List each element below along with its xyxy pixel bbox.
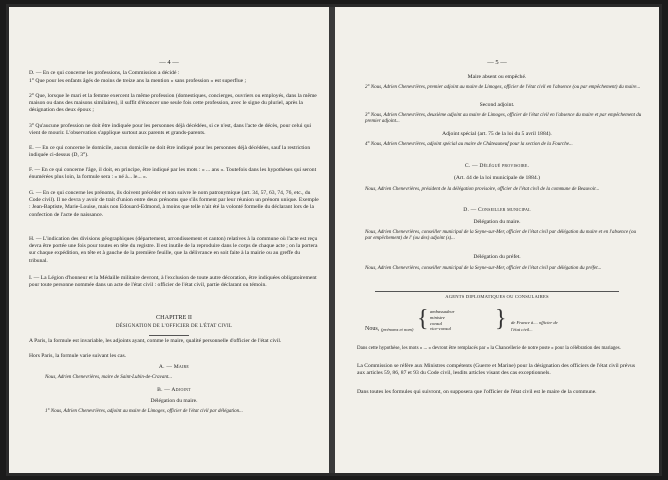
para-d-3: 3° Qu'aucune profession ne doit être indiquée pour les personnes déjà décédées, si ce n'est, dans l'acte de décès, pour celui qui vient de mourir. L'observation s'applique surtout aux parents et grands-parents. <box>29 123 312 137</box>
book-spread <box>6 4 662 476</box>
hors-paris-text: Hors Paris, la formule varie suivant les cas. <box>29 353 127 359</box>
formula-a: Nous, Adrien Chenevrières, maire de Saint-Lubin-de-Cravant... <box>45 375 173 380</box>
section-b-heading: B. — Adjoint <box>157 387 191 393</box>
page-number: — 4 — <box>159 59 179 66</box>
chapter-subtitle: DÉSIGNATION DE L'OFFICIER DE L'ÉTAT CIVIL <box>115 324 233 329</box>
delegation-prefet-heading: Délégation du préfet. <box>473 254 521 260</box>
left-page <box>9 7 329 473</box>
adjoint-special-heading: Adjoint spécial (art. 75 de la loi du 5 avril 1884). <box>442 131 552 137</box>
para-d-1: 1° Que pour les enfants âgés de moins de treize ans la mention « sans profession » est superflue ; <box>29 78 247 84</box>
agent-title: ambassadeur <box>430 309 455 314</box>
chapter-title: CHAPITRE II <box>156 314 192 321</box>
page-number: — 5 — <box>487 59 507 66</box>
second-adjoint-heading: Second adjoint. <box>479 102 515 108</box>
para-d: D. — En ce qui concerne les professions, la Commission a décidé : <box>29 70 180 76</box>
right-brace: } <box>495 306 507 332</box>
para-d-2: 2° Que, lorsque le mari et la femme exercent la même profession (domestiques, concierges, ouvriers ou employés, dans la même maison ou dans des maisons similaires), il suffit d'énoncer une seule fois cette profession, avec le signe du pluriel, après la désignation des deux époux ; <box>29 93 317 114</box>
section-c-heading: C. — Délégué provisoire. <box>464 163 530 169</box>
formula-d1: Nous, Adrien Chenevrières, conseiller municipal de la Seyne-sur-Mer, officier de l'état civil par délégation du maire et en l'absence (ou par empêchement) de l' (ou des) adjoint (s)... <box>365 230 636 242</box>
section-d-heading: D. — Conseiller municipal <box>463 207 531 213</box>
agent-title: ministre <box>430 314 445 320</box>
right-page <box>335 7 659 473</box>
para-e: E. — En ce qui concerne le domicile, aucun domicile ne doit être indiqué pour les personnes déjà décédées, sauf la restriction indiquée ci-dessus (D, 3°). <box>29 145 311 159</box>
toutes-formules-text: Dans toutes les formules qui suivront, on supposera que l'officier de l'état civil est le maire de la commune. <box>357 389 597 395</box>
formula-4: 4° Nous, Adrien Chenevrières, adjoint spécial au maire de Châteauneuf pour la section de la Fourche... <box>365 142 573 147</box>
section-a-heading: A. — Maire <box>158 364 190 370</box>
divider <box>149 335 189 336</box>
formula-c: Nous, Adrien Chenevrières, président de la délégation provisoire, officier de l'état civil de la commune de Beauvoir... <box>365 187 600 192</box>
left-brace: { <box>417 306 429 332</box>
formula-2: 2° Nous, Adrien Chenevrières, premier adjoint au maire de Limoges, officier de l'état civil en l'absence (ou par empêchement) du maire... <box>365 85 641 90</box>
formula-3: 3° Nous, Adrien Chenevrières, deuxième adjoint au maire de Limoges, officier de l'état civil en l'absence du maire et par empêchement du premier adjoint... <box>365 113 642 125</box>
formula-b: 1° Nous, Adrien Chenevrières, adjoint au maire de Limoges, officier de l'état civil par délégation... <box>45 409 243 414</box>
agent-title: consul <box>430 320 442 326</box>
formula-d2: Nous, Adrien Chenevrières, conseiller municipal de la Seyne-sur-Mer, officier de l'état civil par délégation du préfet... <box>365 266 602 271</box>
hypothese-text: Dans cette hypothèse, les mots « ... » devront être remplacés par « la Chancellerie de notre poste » pour la célébration des mariages. <box>357 346 621 351</box>
paris-text: A Paris, la formule est invariable, les adjoints ayant, comme le maire, qualité personnelle d'officier de l'état civil. <box>29 338 282 344</box>
para-g: G. — En ce qui concerne les prénoms, ils doivent précéder et non suivre le nom patronymique (art. 34, 57, 63, 74, 76, etc., du Code civil). Il ne devra y avoir de trait d'union entre deux prénoms que s'ils forment par leur réunion un prénom unique. Exemple : Jean-Baptiste, Marie-Louise, mais non Edouard-Edmond, à moins que telle n'ait été la volonté formelle du déclarant lors de la confection de l'acte de naissance. <box>29 190 319 218</box>
para-f: F. — En ce qui concerne l'âge, il doit, en principe, être indiqué par les mots : « ... ans ». Toutefois dans les hypothèses qui seront énumérées plus loin, la formule sera : « né à... le... ». <box>29 167 317 181</box>
maire-absent-heading: Maire absent ou empêché. <box>467 74 527 80</box>
nous-subtitle: (prénoms et nom) <box>381 327 414 332</box>
agent-title: vice-consul <box>430 326 451 332</box>
agents-suffix-1: de France à.... officier de <box>511 320 558 325</box>
agents-suffix-2: l'état civil... <box>511 327 533 332</box>
agents-list <box>430 309 500 332</box>
divider <box>375 291 619 292</box>
agents-title: AGENTS DIPLOMATIQUES OU CONSULAIRES <box>445 294 549 299</box>
para-i: I. — La Légion d'honneur et la Médaille militaire devront, à l'exclusion de toute autre décoration, être indiquées obligatoirement pour toute personne nommée dans un acte de l'état civil : officier de l'état civil, partie déclarant ou témoin. <box>29 275 317 289</box>
commission-text: La Commission se réfère aux Ministres compétents (Guerre et Marine) pour la désignation des officiers de l'état civil prévus aux articles 59, 86, 87 et 93 du Code civil, lesdits articles visant des cas exceptionnels. <box>357 363 636 377</box>
delegation-heading: Délégation du maire. <box>150 398 198 404</box>
nous-label: Nous, <box>365 326 380 332</box>
para-h: H. — L'indication des divisions géographiques (département, arrondissement et canton) relatives à la commune où l'acte est reçu devra être portée une fois pour toutes en tête du registre. Il est inutile de la reproduire dans le corps de chaque acte ; on la portera sur chaque expédition, en tête et à gauche de la première feuille, que la délivrance en soit faite à la mairie ou au greffe du tribunal. <box>29 236 318 264</box>
delegation-maire-heading: Délégation du maire. <box>473 219 521 225</box>
art44-reference: (Art. 44 de la loi municipale de 1884.) <box>454 175 540 181</box>
